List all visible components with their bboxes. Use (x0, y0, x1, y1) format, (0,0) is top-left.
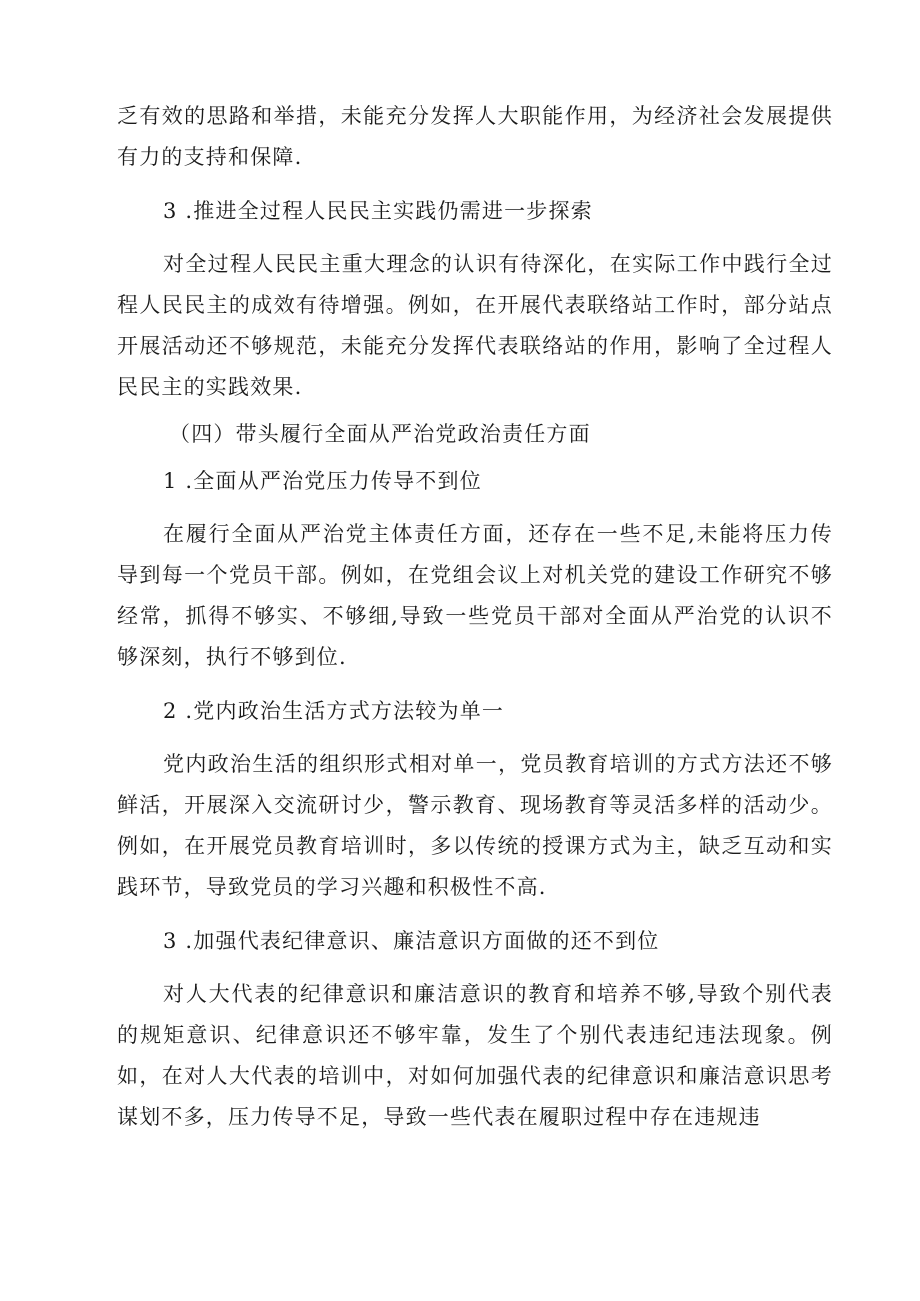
document-body (117, 96, 833, 1138)
paragraph-pressure: 在履行全面从严治党主体责任方面，还存在一些不足,未能将压力传导到每一个党员干部。例如，在党组会议上对机关党的建设工作研究不够经常，抓得不够实、不够细,导致一些党员干部对全面从严治党的认识不够深刻，执行不够到位. (117, 522, 833, 669)
paragraph-practice: 对全过程人民民主重大理念的认识有待深化，在实际工作中践行全过程人民民主的成效有待增强。例如，在开展代表联络站工作时，部分站点开展活动还不够规范，未能充分发挥代表联络站的作用，影响了全过程人民民主的实践效果. (117, 252, 833, 399)
subheading-3-practice: 3 .推进全过程人民民主实践仍需进一步探索 (163, 199, 593, 223)
paragraph-political-life: 党内政治生活的组织形式相对单一，党员教育培训的方式方法还不够鲜活，开展深入交流研讨少，警示教育、现场教育等灵活多样的活动少。例如，在开展党员教育培训时，多以传统的授课方式为主，缺乏互动和实践环节，导致党员的学习兴趣和积极性不高. (117, 752, 833, 899)
subheading-3-discipline: 3 .加强代表纪律意识、廉洁意识方面做的还不到位 (163, 929, 660, 953)
paragraph-discipline: 对人大代表的纪律意识和廉洁意识的教育和培养不够,导致个别代表的规矩意识、纪律意识还不够牢靠，发生了个别代表违纪违法现象。例如，在对人大代表的培训中，对如何加强代表的纪律意识和廉洁意识思考谋划不多，压力传导不足，导致一些代表在履职过程中存在违规违 (117, 982, 833, 1129)
subheading-2-political-life: 2 .党内政治生活方式方法较为单一 (163, 699, 505, 723)
subheading-1-pressure: 1 .全面从严治党压力传导不到位 (163, 469, 482, 493)
paragraph-continuation: 乏有效的思路和举措，未能充分发挥人大职能作用，为经济社会发展提供有力的支持和保障. (117, 104, 833, 169)
section-heading-4: （四）带头履行全面从严治党政治责任方面 (169, 422, 591, 446)
